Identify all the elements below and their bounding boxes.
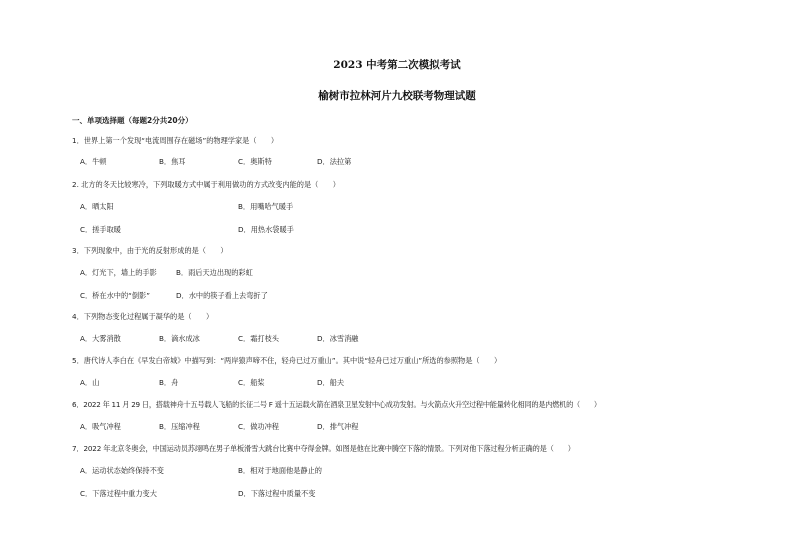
question-2-option-d: D．用热水袋暖手 (238, 225, 294, 234)
question-4-stem: 4．下列物态变化过程属于凝华的是（ ） (72, 312, 214, 321)
question-6-option-b: B．压缩冲程 (159, 422, 200, 431)
exam-title: 2023 中考第二次模拟考试 (333, 59, 461, 71)
question-2-option-a: A．晒太阳 (80, 202, 114, 211)
question-6-option-d: D．排气冲程 (317, 422, 359, 431)
question-2-option-b: B．用嘴哈气暖手 (238, 202, 294, 211)
question-3-option-c: C．桥在水中的“倒影” (80, 291, 150, 300)
question-7-option-d: D．下落过程中质量不变 (238, 489, 316, 498)
question-2-option-c: C．搓手取暖 (80, 225, 121, 234)
question-5-option-a: A．山 (80, 378, 100, 387)
exam-subtitle: 榆树市拉林河片九校联考物理试题 (318, 90, 476, 102)
question-6-stem: 6．2022 年 11 月 29 日，搭载神舟十五号载人飞船的长征二号 F 遥十五运载火箭在酒泉卫星发射中心成功发射。与火箭点火升空过程中能量转化相同的是内燃机的（ ） (72, 400, 601, 409)
question-4-option-a: A．大雾消散 (80, 334, 121, 343)
question-4-option-b: B．滴水成冰 (159, 334, 200, 343)
question-3-stem: 3．下列现象中，由于光的反射形成的是（ ） (72, 246, 228, 255)
question-2-stem: 2. 北方的冬天比较寒冷，下列取暖方式中属于利用做功的方式改变内能的是（ ） (72, 180, 340, 189)
section-heading: 一、单项选择题（每题2分共20分） (72, 116, 193, 125)
question-1-option-c: C．奥斯特 (238, 157, 272, 166)
question-6-option-c: C．做功冲程 (238, 422, 279, 431)
question-7-option-c: C．下落过程中重力变大 (80, 489, 157, 498)
question-7-option-a: A．运动状态始终保持不变 (80, 466, 164, 475)
question-5-option-c: C．船桨 (238, 378, 265, 387)
question-3-option-a: A．灯光下，墙上的手影 (80, 268, 157, 277)
question-5-option-d: D．船夫 (317, 378, 345, 387)
question-1-option-d: D．法拉第 (317, 157, 352, 166)
question-3-option-d: D．水中的筷子看上去弯折了 (176, 291, 268, 300)
question-4-option-d: D．冰雪消融 (317, 334, 359, 343)
question-1-stem: 1．世界上第一个发现“电流周围存在磁场”的物理学家是（ ） (72, 136, 279, 145)
question-5-option-b: B．舟 (159, 378, 179, 387)
question-7-option-b: B．相对于地面他是静止的 (238, 466, 322, 475)
question-4-option-c: C．霜打枝头 (238, 334, 279, 343)
question-7-stem: 7．2022 年北京冬奥会，中国运动员苏翊鸣在男子单板滑雪大跳台比赛中夺得金牌。如图是他在比赛中腾空下落的情景。下列对他下落过程分析正确的是（ ） (72, 444, 575, 453)
question-6-option-a: A．吸气冲程 (80, 422, 121, 431)
question-1-option-a: A．牛顿 (80, 157, 107, 166)
question-1-option-b: B．焦耳 (159, 157, 186, 166)
question-3-option-b: B．雨后天边出现的彩虹 (176, 268, 253, 277)
question-5-stem: 5．唐代诗人李白在《早发白帝城》中描写到：“两岸猿声啼不住，轻舟已过万重山”。其中说“轻舟已过万重山”所选的参照物是（ ） (72, 356, 502, 365)
